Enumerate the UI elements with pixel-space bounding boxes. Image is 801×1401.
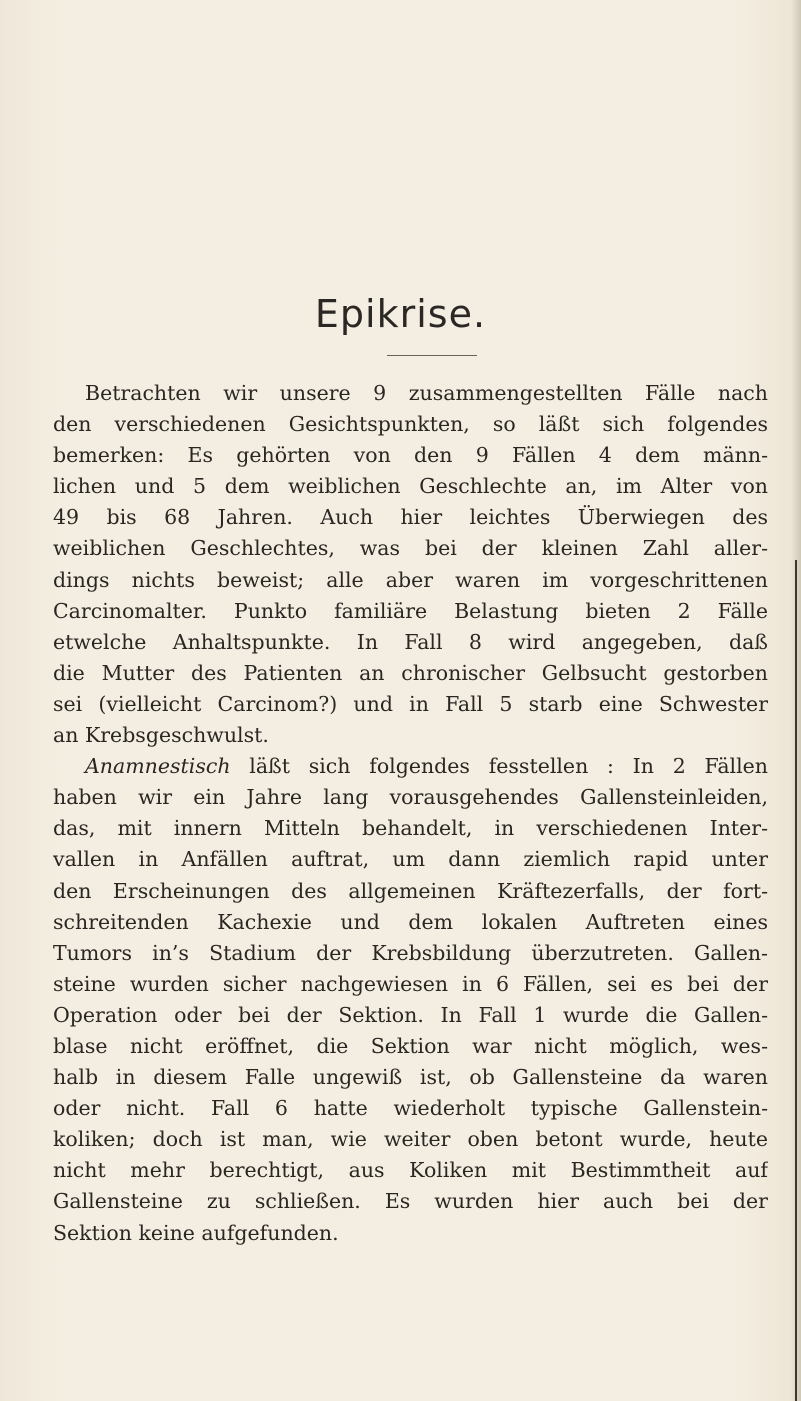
- text-line: steine wurden sicher nachgewiesen in 6 Fällen, sei es bei der: [53, 971, 768, 996]
- emphasis-word: Anamnestisch: [85, 754, 231, 779]
- text-line: [53, 751, 768, 782]
- text-line: Sektion keine aufgefunden.: [53, 1220, 339, 1245]
- text-line: lichen und 5 dem weiblichen Geschlechte an, im Alter von: [53, 474, 768, 499]
- text-line: oder nicht. Fall 6 hatte wiederholt typische Gallenstein-: [53, 1096, 768, 1121]
- text-line: 49 bis 68 Jahren. Auch hier leichtes Überwiegen des: [53, 505, 768, 530]
- text-line: Gallensteine zu schließen. Es wurden hier auch bei der: [53, 1189, 768, 1214]
- page-edge-line: [795, 560, 797, 1401]
- text-line: blase nicht eröffnet, die Sektion war nicht möglich, wes-: [53, 1033, 768, 1058]
- section-heading: Epikrise.: [314, 292, 487, 336]
- text-line: haben wir ein Jahre lang vorausgehendes Gallensteinleiden,: [53, 785, 768, 810]
- text-line: koliken; doch ist man, wie weiter oben betont wurde, heute: [53, 1127, 768, 1152]
- text-line: nicht mehr berechtigt, aus Koliken mit Bestimmtheit auf: [53, 1158, 768, 1183]
- text-line: bemerken: Es gehörten von den 9 Fällen 4 dem männ-: [53, 443, 768, 468]
- text-line: die Mutter des Patienten an chronischer Gelbsucht gestorben: [53, 660, 768, 685]
- text-line: Betrachten wir unsere 9 zusammengestellten Fälle nach: [85, 381, 768, 405]
- text-line-rest: läßt sich folgendes fesstellen : In 2 Fällen: [249, 754, 768, 779]
- text-line: etwelche Anhaltspunkte. In Fall 8 wird angegeben, daß: [53, 629, 768, 654]
- text-line: sei (vielleicht Carcinom?) und in Fall 5 starb eine Schwester: [53, 691, 768, 716]
- text-line: an Krebsgeschwulst.: [53, 723, 269, 748]
- text-line: weiblichen Geschlechtes, was bei der kleinen Zahl aller-: [53, 536, 768, 561]
- text-line: dings nichts beweist; alle aber waren im vorgeschrittenen: [53, 567, 768, 592]
- body-text: [53, 378, 768, 1249]
- text-line: Carcinomalter. Punkto familiäre Belastung bieten 2 Fälle: [53, 598, 768, 623]
- text-line: Tumors in’s Stadium der Krebsbildung überzutreten. Gallen-: [53, 940, 768, 965]
- text-line: halb in diesem Falle ungewiß ist, ob Gallensteine da waren: [53, 1065, 768, 1090]
- text-line: das, mit innern Mitteln behandelt, in verschiedenen Inter-: [53, 816, 768, 841]
- text-line: Operation oder bei der Sektion. In Fall 1 wurde die Gallen-: [53, 1002, 768, 1027]
- heading-rule: [387, 355, 477, 356]
- text-line: schreitenden Kachexie und dem lokalen Auftreten eines: [53, 909, 768, 934]
- text-line: den Erscheinungen des allgemeinen Kräftezerfalls, der fort-: [53, 878, 768, 903]
- text-line: vallen in Anfällen auftrat, um dann ziemlich rapid unter: [53, 847, 768, 872]
- text-line: den verschiedenen Gesichtspunkten, so läßt sich folgendes: [53, 412, 768, 437]
